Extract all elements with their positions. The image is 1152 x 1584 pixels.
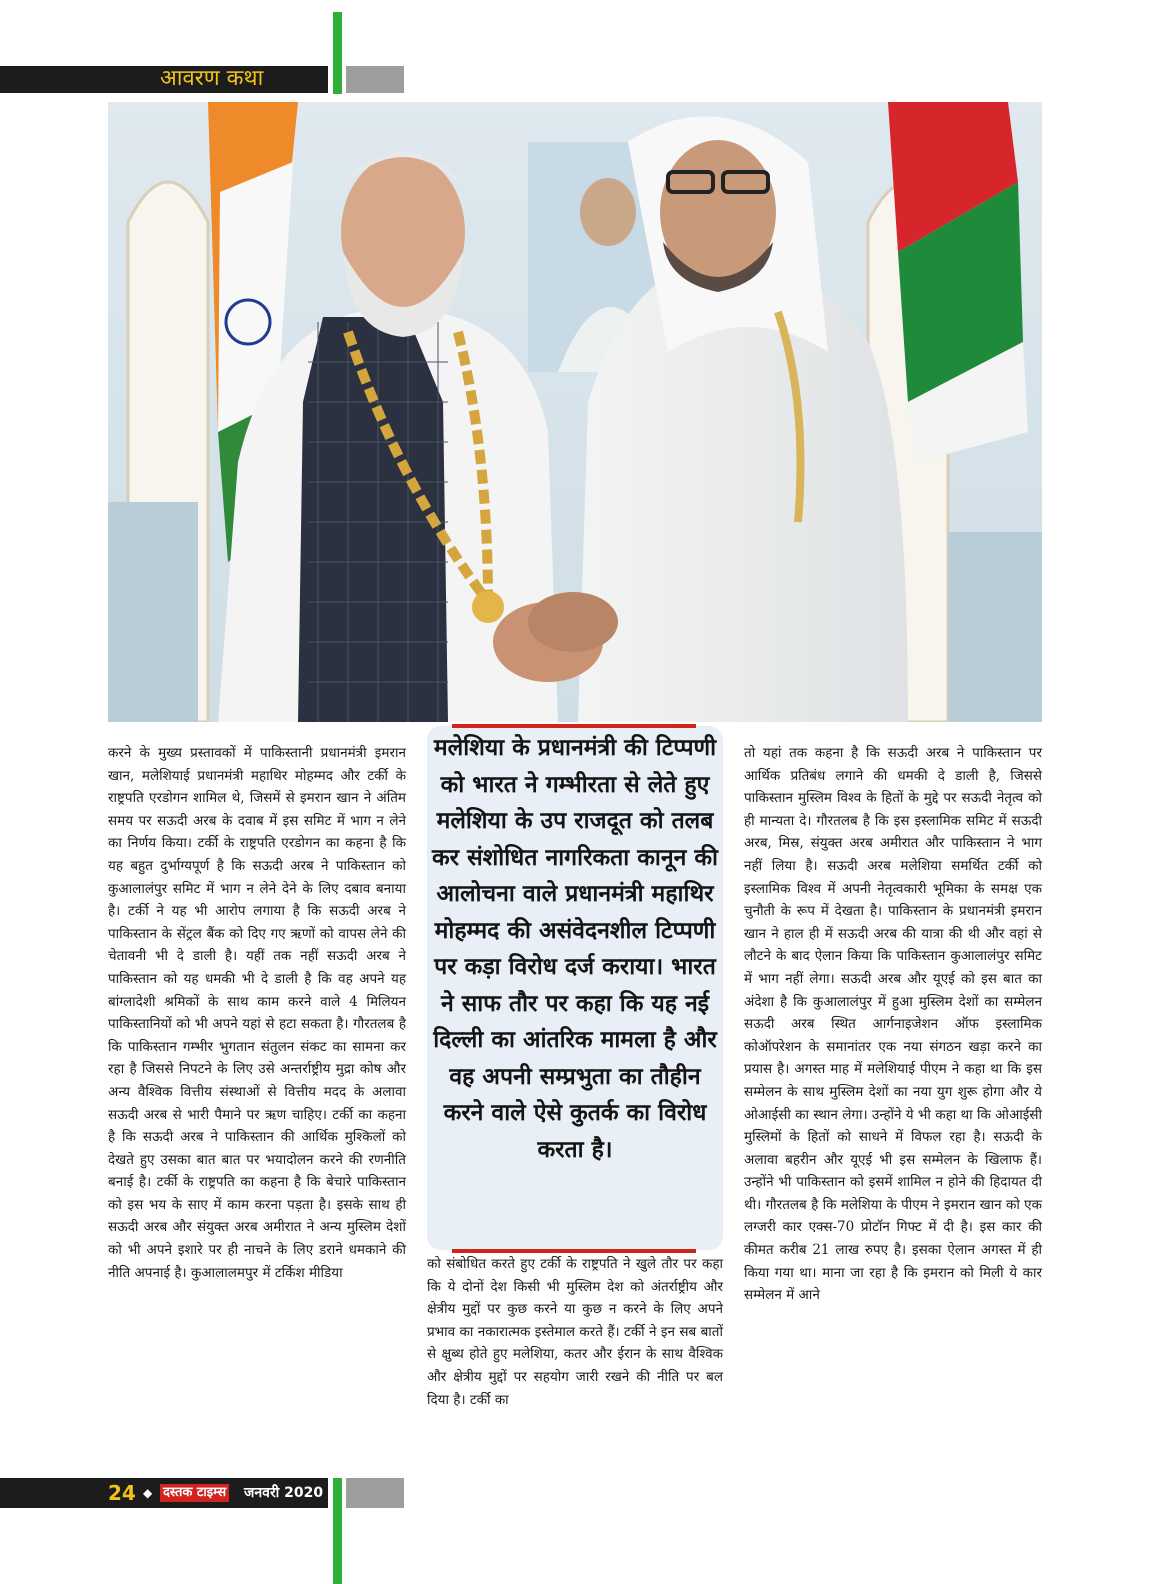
header-gray-block bbox=[346, 66, 404, 93]
header-green-rule bbox=[333, 12, 342, 94]
pull-quote-text: मलेशिया के प्रधानमंत्री की टिप्पणी को भारत ने गम्भीरता से लेते हुए मलेशिया के उप राजदूत को तलब कर संशोधित नागरिकता कानून की आलोचना वाले प्रधानमंत्री महाथिर मोहम्मद की असंवेदनशील टिप्पणी पर कड़ा विरोध दर्ज कराया। भारत ने साफ तौर पर कहा कि यह नई दिल्ली का आंतरिक मामला है और वह अपनी सम्प्रभुता का तौहीन करने वाले ऐसे कुतर्क का विरोध करता है। bbox=[432, 735, 718, 1163]
footer-separator: ◆ bbox=[143, 1486, 153, 1500]
article-column-right: तो यहां तक कहना है कि सऊदी अरब ने पाकिस्तान पर आर्थिक प्रतिबंध लगाने की धमकी दे डाली है, जिससे पाकिस्तान मुस्लिम विश्व के हितों के मुद्दे पर सऊदी नेतृत्व को ही मान्यता दे। गौरतलब है कि इस इस्लामिक समिट में सऊदी अरब, मिस्र, संयुक्त अरब अमीरात और पाकिस्तान ने भाग नहीं लिया है। सऊदी अरब मलेशिया समर्थित टर्की को इस्लामिक विश्व में अपनी नेतृत्वकारी भूमिका के समक्ष एक चुनौती के रूप में देखता है। पाकिस्तान के प्रधानमंत्री इमरान खान ने हाल ही में सऊदी अरब की यात्रा की थी और वहां से लौटने के बाद ऐलान किया कि पाकिस्तान कुआलालंपुर समिट में भाग नहीं लेगा। सऊदी अरब और यूएई को इस बात का अंदेशा है कि कुआलालंपुर में हुआ मुस्लिम देशों का सम्मेलन सऊदी अरब स्थित आर्गनाइजेशन ऑफ इस्लामिक कोऑपरेशन के समानांतर एक नया संगठन खड़ा करने का प्रयास है। अगस्त माह में मलेशियाई पीएम ने कहा था कि इस सम्मेलन के साथ मुस्लिम देशों का नया युग शुरू होगा और ये ओआईसी का स्थान लेगा। उन्होंने ये भी कहा था कि ओआईसी मुस्लिमों के हितों को साधने में विफल रहा है। सऊदी के अलावा बहरीन और यूएई भी इस सम्मेलन के खिलाफ हैं। उन्होंने भी पाकिस्तान को इसमें शामिल न होने की हिदायत दी थी। गौरतलब है कि मलेशिया के पीएम ने इमरान खान को एक लग्जरी कार एक्स-70 प्रोटॉन गिफ्ट में दी है। इस कार की कीमत करीब 21 लाख रुपए है। इसका ऐलान अगस्त में ही किया गया था। माना जा रहा है कि इमरान को मिली ये कार सम्मेलन में आने bbox=[744, 745, 1042, 1304]
article-column-left: करने के मुख्य प्रस्तावकों में पाकिस्तानी प्रधानमंत्री इमरान खान, मलेशियाई प्रधानमंत्री महाथिर मोहम्मद और टर्की के राष्ट्रपति एरडोगन शामिल थे, जिसमें से इमरान खान ने अंतिम समय पर सऊदी अरब के दवाब में इस समिट में भाग न लेने का निर्णय किया। टर्की के राष्ट्रपति एरडोगन का कहना है कि यह बहुत दुर्भाग्यपूर्ण है कि सऊदी अरब ने पाकिस्तान को कुआलालंपुर समिट में भाग न लेने देने के लिए दबाव बनाया है। टर्की ने यह भी आरोप लगाया है कि सऊदी अरब ने पाकिस्तान के सेंट्रल बैंक को दिए गए ऋणों को वापस लेने की चेतावनी भी दे डाली है। यहीं तक नहीं सऊदी अरब ने पाकिस्तान को यह धमकी भी दे डाली है कि वह अपने यह बांग्लादेशी श्रमिकों के साथ काम करने वाले 4 मिलियन पाकिस्तानियों को भी अपने यहां से हटा सकता है। गौरतलब है कि पाकिस्तान गम्भीर भुगतान संतुलन संकट का सामना कर रहा है जिससे निपटने के लिए उसे अन्तर्राष्ट्रीय मुद्रा कोष और अन्य वैश्विक वित्तीय संस्थाओं से वित्तीय मदद के अलावा सऊदी अरब से भारी पैमाने पर ऋण चाहिए। टर्की का कहना है कि सऊदी अरब ने पाकिस्तान की आर्थिक मुश्किलों को देखते हुए उसका बात बात पर भयादोलन करने की रणनीति बनाई है। टर्की के राष्ट्रपति का कहना है कि बेचारे पाकिस्तान को इस भय के साए में काम करना पड़ता है। इसके साथ ही सऊदी अरब और संयुक्त अरब अमीरात ने अन्य मुस्लिम देशों को भी अपने इशारे पर ही नाचने के लिए डराने धमकाने की नीति अपनाई है। कुआलालमपुर में टर्किश मीडिया bbox=[108, 745, 406, 1281]
pull-quote-top-rule bbox=[452, 724, 696, 728]
footer-green-rule bbox=[333, 1478, 342, 1584]
page-number: 24 bbox=[108, 1481, 136, 1505]
issue-date: जनवरी 2020 bbox=[244, 1485, 324, 1501]
cover-photo bbox=[108, 102, 1042, 722]
footer-gray-block bbox=[346, 1478, 404, 1508]
section-title: आवरण कथा bbox=[160, 66, 264, 91]
article-column-middle: को संबोधित करते हुए टर्की के राष्ट्रपति ने खुले तौर पर कहा कि ये दोनों देश किसी भी मुस्लिम देश को अंतर्राष्ट्रीय और क्षेत्रीय मुद्दों पर कुछ करने या कुछ न करने के लिए अपने प्रभाव का नकारात्मक इस्तेमाल करते हैं। टर्की ने इन सब बातों से क्षुब्ध होते हुए मलेशिया, कतर और ईरान के साथ वैश्विक और क्षेत्रीय मुद्दों पर सहयोग जारी रखने की नीति पर बल दिया है। टर्की का bbox=[427, 1256, 723, 1408]
magazine-logo: दस्तक टाइम्स bbox=[160, 1484, 229, 1502]
